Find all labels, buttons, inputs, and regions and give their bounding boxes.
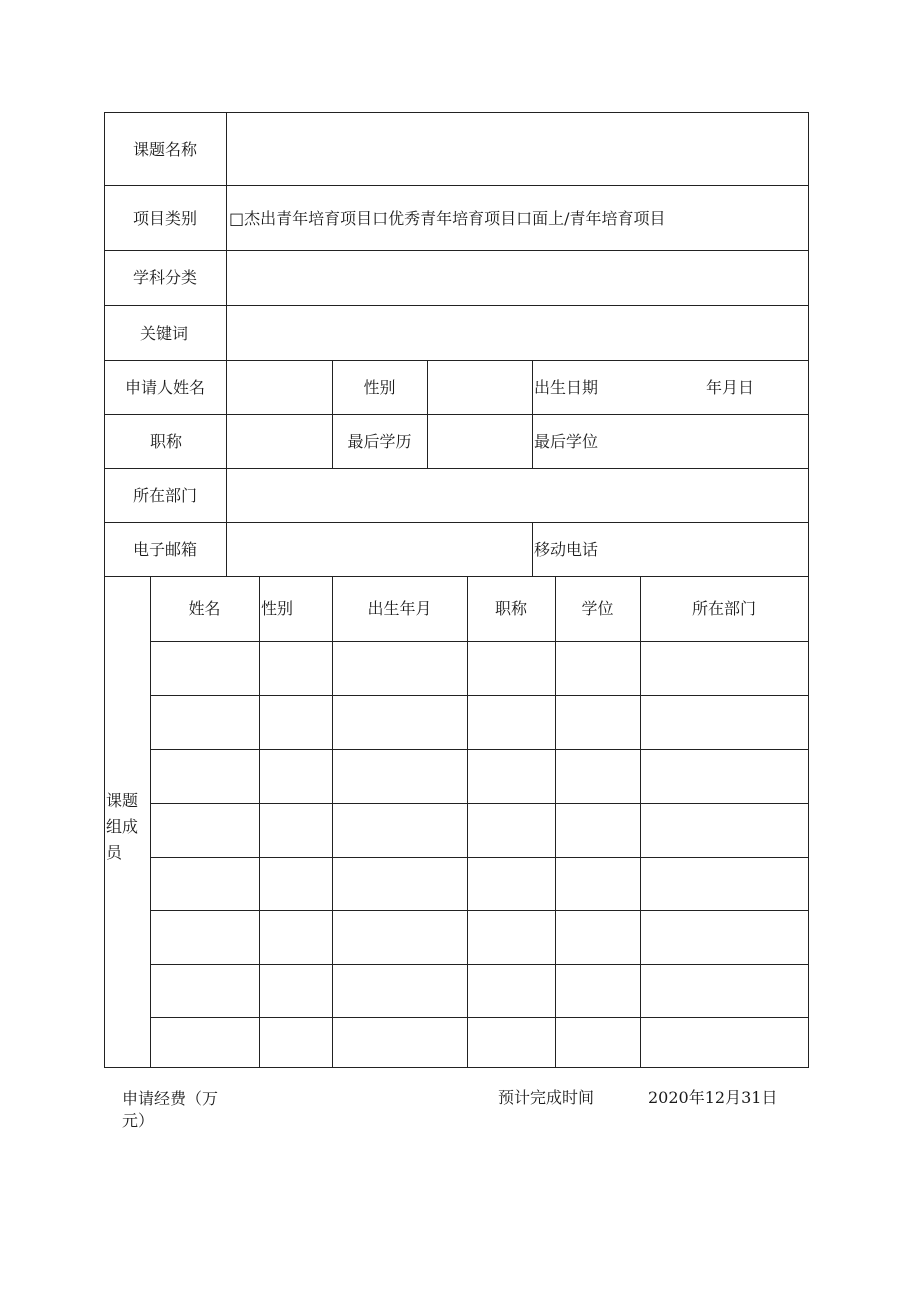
- discipline-label: 学科分类: [132, 268, 197, 287]
- topic-name-label: 课题名称: [132, 140, 197, 159]
- member-header-department: 所在部门: [691, 599, 756, 618]
- rule: [808, 112, 809, 1068]
- rule: [104, 1067, 809, 1068]
- birth-date-suffix[interactable]: 年月日: [706, 378, 755, 397]
- mobile-label: 移动电话: [534, 540, 599, 559]
- email-field[interactable]: [227, 523, 532, 576]
- gender-label: 性别: [363, 378, 396, 397]
- member-row[interactable]: [151, 696, 808, 749]
- email-label: 电子邮箱: [132, 540, 197, 559]
- birth-date-label: 出生日期: [534, 378, 599, 397]
- rule: [532, 360, 533, 468]
- discipline-field[interactable]: [227, 251, 808, 305]
- gender-field[interactable]: [428, 361, 532, 414]
- rule: [104, 185, 809, 186]
- member-row[interactable]: [151, 642, 808, 695]
- member-row[interactable]: [151, 804, 808, 857]
- applicant-name-field[interactable]: [227, 361, 332, 414]
- applicant-name-label: 申请人姓名: [124, 378, 205, 397]
- member-row[interactable]: [151, 858, 808, 910]
- project-type-options[interactable]: □杰出青年培育项目口优秀青年培育项目口面上/青年培育项目: [229, 209, 666, 228]
- member-header-title: 职称: [494, 599, 527, 618]
- completion-label: 预计完成时间: [498, 1088, 595, 1107]
- keywords-label: 关键词: [140, 324, 189, 343]
- topic-name-field[interactable]: [227, 113, 808, 185]
- members-section-label: 课题组成员: [106, 791, 139, 862]
- department-label: 所在部门: [132, 486, 197, 505]
- member-header-gender: 性别: [261, 599, 294, 618]
- funding-label: 申请经费（万元）: [122, 1089, 219, 1130]
- title-field[interactable]: [227, 415, 332, 468]
- department-field[interactable]: [227, 469, 808, 522]
- rule: [104, 112, 105, 1068]
- rule: [104, 576, 809, 577]
- completion-value[interactable]: 2020年12月31日: [648, 1088, 778, 1107]
- education-field[interactable]: [428, 415, 532, 468]
- member-row[interactable]: [151, 911, 808, 964]
- title-label: 职称: [150, 432, 183, 451]
- member-header-name: 姓名: [188, 599, 221, 618]
- degree-label: 最后学位: [534, 432, 599, 451]
- member-row[interactable]: [151, 750, 808, 803]
- member-row[interactable]: [151, 965, 808, 1017]
- member-row[interactable]: [151, 1018, 808, 1067]
- keywords-field[interactable]: [227, 306, 808, 360]
- education-label: 最后学历: [347, 432, 412, 451]
- member-header-birth: 出生年月: [367, 599, 432, 618]
- rule: [532, 522, 533, 576]
- project-type-label: 项目类别: [132, 209, 197, 228]
- member-header-degree: 学位: [581, 599, 614, 618]
